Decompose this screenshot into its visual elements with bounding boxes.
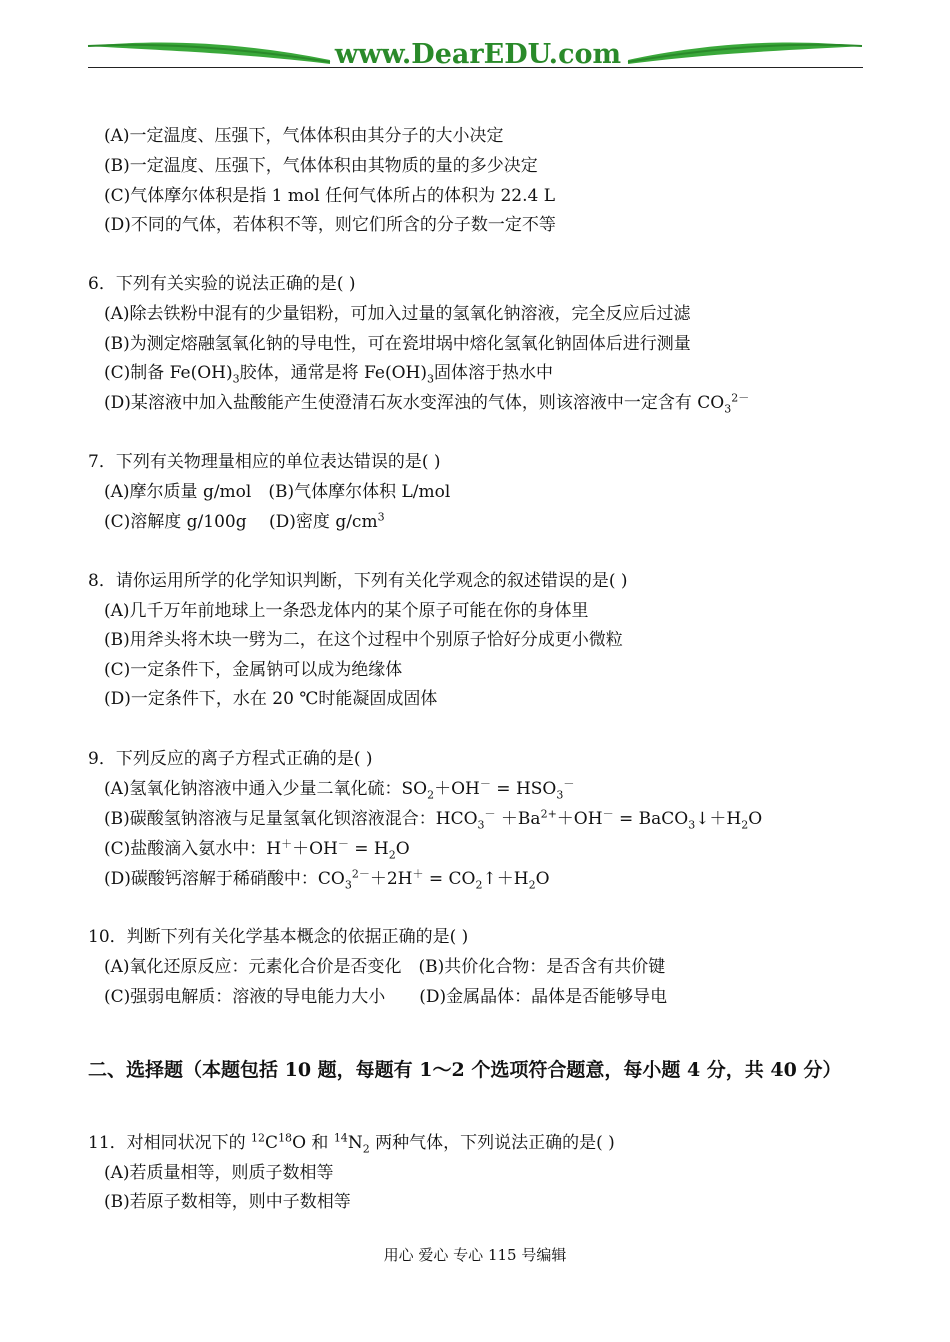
text-line: 9．下列反应的离子方程式正确的是( ) [88,749,373,769]
text-line: (A)氧化还原反应：元素化合价是否变化 (B)共价化合物：是否含有共价键 [104,957,666,977]
text-line: (B)用斧头将木块一劈为二，在这个过程中个别原子恰好分成更小微粒 [104,630,623,650]
text-line: 7．下列有关物理量相应的单位表达错误的是( ) [88,452,441,472]
text-line: (A)除去铁粉中混有的少量铝粉，可加入过量的氢氧化钠溶液，完全反应后过滤 [104,304,691,324]
text-line: (C)制备 $Fe(OH)_3$胶体，通常是将 $Fe(OH)_3$固体溶于热水中 [104,363,553,386]
text-line: (C)一定条件下，金属钠可以成为绝缘体 [104,660,403,680]
header-rule [88,67,863,68]
page-footer: 用心 爱心 专心 115 号编辑 [383,1246,567,1264]
text-line: (D)碳酸钙溶解于稀硝酸中：$CO_3^{2-}+2H^+$ = $CO_2↑+H_2O$ [104,867,550,892]
text-line: (B)碳酸氢钠溶液与足量氢氧化钡溶液混合：$HCO_3^- +Ba^{2+}+OH^-$ = $BaCO_3↓+H_2O$ [104,807,763,832]
text-line: (A)摩尔质量 g/mol (B)气体摩尔体积 L/mol [104,482,451,502]
text-line: (A)氢氧化钠溶液中通入少量二氧化硫：$SO_2+OH^- = HSO_3^-$ [104,777,575,802]
text-line: (B)为测定熔融氢氧化钠的导电性，可在瓷坩埚中熔化氢氧化钠固体后进行测量 [104,334,691,354]
text-line: (A)一定温度、压强下，气体体积由其分子的大小决定 [104,126,504,146]
section-heading: 二、选择题（本题包括 10 题，每题有 1～2 个选项符合题意，每小题 4 分，共 40 分） [88,1059,842,1081]
text-line: (C)盐酸滴入氨水中：$H^++OH^- = H_2O$ [104,837,410,862]
text-line: (A)几千万年前地球上一条恐龙体内的某个原子可能在你的身体里 [104,601,589,621]
text-line: (B)一定温度、压强下，气体体积由其物质的量的多少决定 [104,156,538,176]
text-line: (D)某溶液中加入盐酸能产生使澄清石灰水变浑浊的气体，则该溶液中一定含有 $CO_3^{2-}$ [104,391,750,416]
text-line: (A)若质量相等，则质子数相等 [104,1163,334,1183]
text-line: (C)气体摩尔体积是指 1 mol 任何气体所占的体积为 22.4 L [104,186,556,206]
text-line: (B)若原子数相等，则中子数相等 [104,1192,351,1212]
text-line: 8．请你运用所学的化学知识判断，下列有关化学观念的叙述错误的是( ) [88,571,628,591]
text-line: (C)强弱电解质：溶液的导电能力大小 (D)金属晶体：晶体是否能够导电 [104,987,668,1007]
text-line: (C)溶解度 g/100g (D)密度 $g/cm^3$ [104,510,385,532]
text-line: 11．对相同状况下的 $^{12}C^{18}O$ 和 $^{14}N_2$ 两种气体，下列说法正确的是( ) [88,1131,615,1156]
site-logo: www.DearEDU.com [334,39,622,70]
page-header [0,0,950,80]
text-line: 6．下列有关实验的说法正确的是( ) [88,274,356,294]
text-line: (D)一定条件下，水在 20 ℃时能凝固成固体 [104,689,438,709]
text-line: 10．判断下列有关化学基本概念的依据正确的是( ) [88,927,469,947]
text-line: (D)不同的气体，若体积不等，则它们所含的分子数一定不等 [104,215,556,235]
